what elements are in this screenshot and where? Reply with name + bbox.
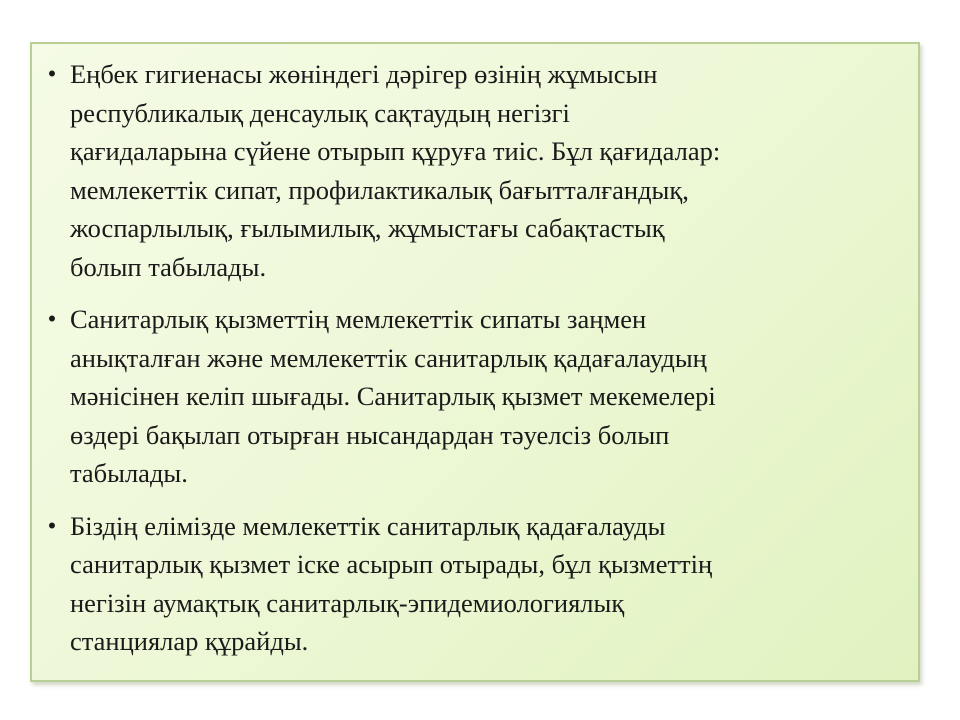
content-box [30,42,920,682]
bullet-text-line: анықталған және мемлекеттік санитарлық қадағалаудың [70,342,707,373]
bullet-item [42,507,912,661]
bullet-text-line: мәнісінен келіп шығады. Санитарлық қызмет мекемелері [70,381,716,411]
bullet-dot-icon: • [48,512,56,538]
bullet-text-line: мемлекеттік сипат, профилактикалық бағытталғандық, [70,174,689,205]
bullet-item [42,55,912,286]
bullet-text-line: республикалық денсаулық сақтаудың негізгі [70,97,570,128]
bullet-text-line: станциялар құрайды. [70,626,309,656]
bullet-item [42,300,912,493]
bullet-text-line: жоспарлылық, ғылымилық, жұмыстағы сабақтастық [70,213,665,243]
bullet-text-line: өздері бақылап отырған нысандардан тәуелсіз болып [70,419,670,450]
bullet-text-line: Еңбек гигиенасы жөніндегі дәрігер өзінің жұмысын [70,59,658,89]
bullet-dot-icon: • [48,61,56,86]
bullet-text-line: табылады. [70,458,188,488]
bullet-text-line: болып табылады. [70,251,267,282]
bullet-dot-icon: • [48,306,56,331]
bullet-text-line: қағидаларына сүйене отырып құруға тиіс. Бұл қағидалар: [70,136,721,166]
bullet-text-line: Санитарлық қызметтің мемлекеттік сипаты заңмен [70,304,647,334]
bullet-text-line: Біздің елімізде мемлекеттік санитарлық қадағалауды [70,510,666,541]
bullet-list [42,55,912,675]
bullet-text-line: санитарлық қызмет іске асырып отырады, бұл қызметтің [70,549,713,579]
bullet-text-line: негізін аумақтық санитарлық-эпидемиологиялық [70,587,625,618]
